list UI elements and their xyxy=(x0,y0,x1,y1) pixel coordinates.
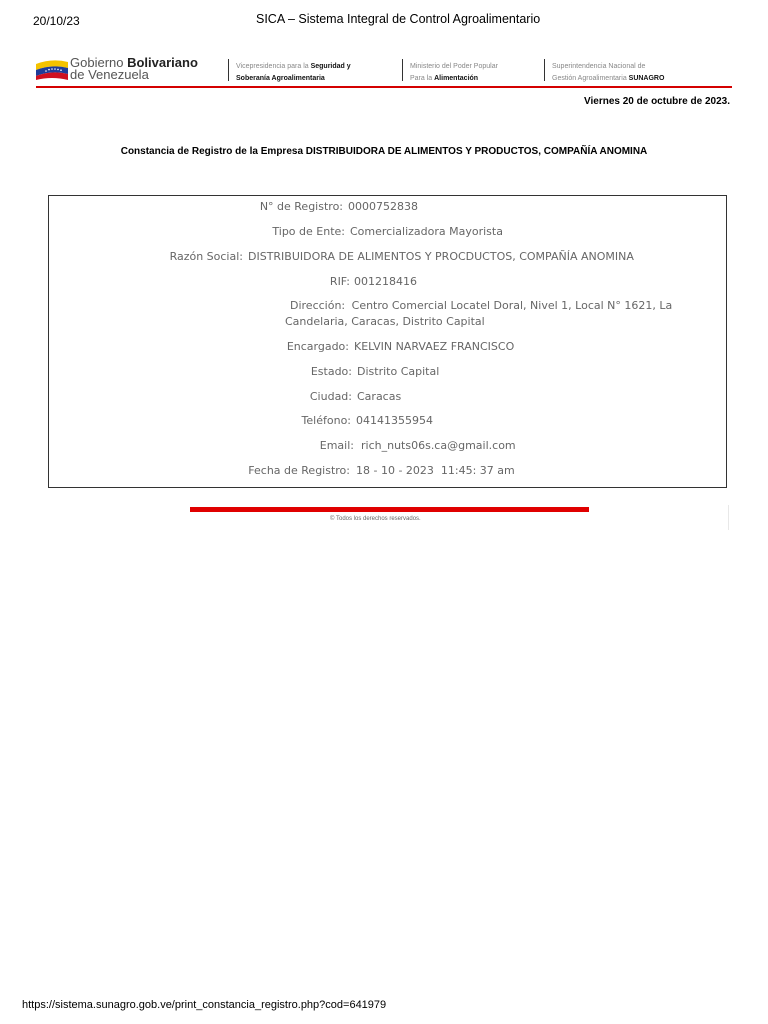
field-ciudad xyxy=(49,389,401,405)
venezuela-flag-icon xyxy=(36,58,68,80)
banner-divider xyxy=(228,59,229,81)
field-estado xyxy=(49,364,439,380)
email-value: rich_nuts06s.ca@gmail.com xyxy=(361,439,516,452)
estado-label: Estado: xyxy=(310,365,352,378)
field-direccion xyxy=(285,298,705,330)
banner-divider xyxy=(544,59,545,81)
fecha-registro-label: Fecha de Registro: xyxy=(248,464,350,477)
direccion-label: Dirección: xyxy=(290,299,346,312)
footer-divider xyxy=(728,505,729,530)
registro-label: N° de Registro: xyxy=(259,200,343,213)
razon-social-value: DISTRIBUIDORA DE ALIMENTOS Y PROCDUCTOS, COMPAÑÍA ANOMINA xyxy=(248,250,634,263)
superintendencia-label: Superintendencia Nacional de Gestión Agroalimentaria SUNAGRO xyxy=(552,63,665,82)
tipo-ente-label: Tipo de Ente: xyxy=(272,225,345,238)
ciudad-label: Ciudad: xyxy=(309,390,352,403)
document-date: Viernes 20 de octubre de 2023. xyxy=(583,96,730,107)
field-telefono xyxy=(49,413,433,429)
telefono-label: Teléfono: xyxy=(301,414,351,427)
banner-red-rule xyxy=(36,86,732,88)
encargado-label: Encargado: xyxy=(286,340,349,353)
field-tipo-ente xyxy=(49,224,503,240)
registro-value: 0000752838 xyxy=(348,200,418,213)
field-registro xyxy=(49,199,418,215)
field-rif xyxy=(49,274,417,290)
telefono-value: 04141355954 xyxy=(356,414,433,427)
razon-social-label: Razón Social: xyxy=(169,250,243,263)
gobierno-bolivariano-logo: Gobierno Bolivariano de Venezuela xyxy=(70,55,198,82)
print-date: 20/10/23 xyxy=(33,14,80,28)
tipo-ente-value: Comercializadora Mayorista xyxy=(350,225,503,238)
fecha-registro-value: 18 - 10 - 2023 11:45: 37 am xyxy=(356,464,515,477)
footer-copyright: © Todos los derechos reservados. xyxy=(330,516,421,522)
field-fecha-registro xyxy=(49,463,515,479)
footer-red-bar xyxy=(190,507,589,512)
print-url: https://sistema.sunagro.gob.ve/print_constancia_registro.php?cod=641979 xyxy=(22,999,387,1011)
estado-value: Distrito Capital xyxy=(357,365,440,378)
print-page-title: SICA – Sistema Integral de Control Agroalimentario xyxy=(256,12,541,26)
banner-divider xyxy=(402,59,403,81)
document-heading: Constancia de Registro de la Empresa DISTRIBUIDORA DE ALIMENTOS Y PRODUCTOS, COMPAÑÍA ANOMINA xyxy=(120,146,648,157)
vicepresidencia-label: Vicepresidencia para la Seguridad y Soberanía Agroalimentaria xyxy=(236,63,351,82)
email-label: Email: xyxy=(319,439,354,452)
ministerio-label: Ministerio del Poder Popular Para la Alimentación xyxy=(410,63,498,82)
government-banner xyxy=(36,54,732,88)
direccion-value: Centro Comercial Locatel Doral, Nivel 1, Local N° 1621, La Candelaria, Caracas, Distrito Capital xyxy=(285,299,673,328)
rif-label: RIF: xyxy=(329,275,350,288)
rif-value: 001218416 xyxy=(354,275,417,288)
registration-record-box xyxy=(48,195,727,488)
ciudad-value: Caracas xyxy=(357,390,402,403)
encargado-value: KELVIN NARVAEZ FRANCISCO xyxy=(354,340,515,353)
field-razon-social xyxy=(49,249,634,265)
field-encargado xyxy=(49,339,514,355)
field-email xyxy=(49,438,516,454)
